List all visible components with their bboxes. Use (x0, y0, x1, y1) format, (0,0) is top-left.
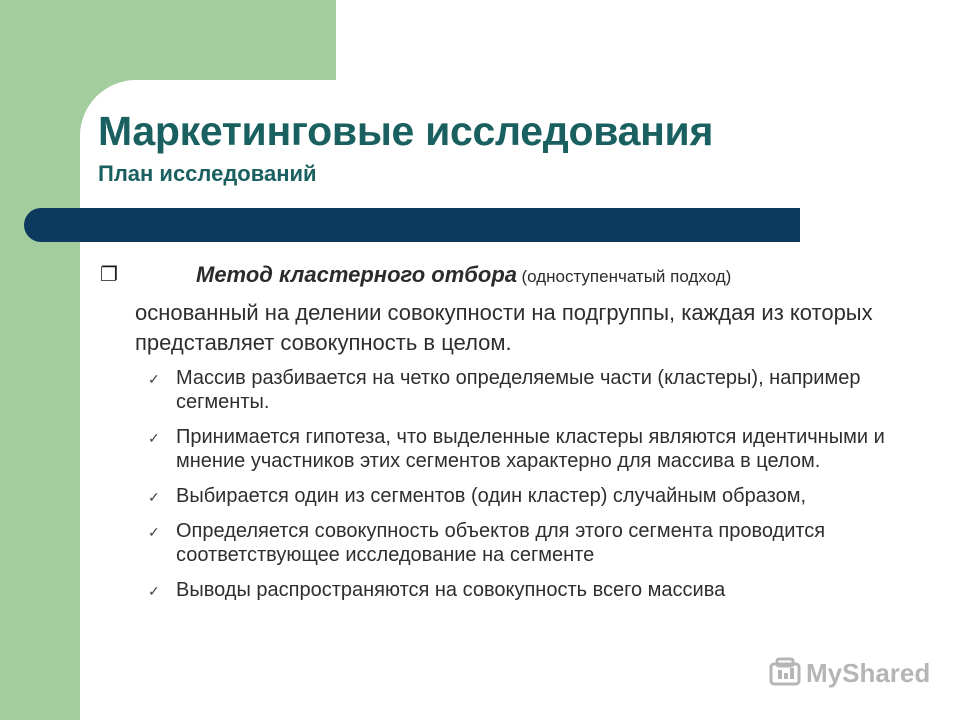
method-heading (196, 262, 731, 288)
method-note: (одноступенчатый подход) (521, 267, 732, 286)
checkmark-icon: ✓ (148, 430, 160, 446)
checkbox-bullet-icon: ❐ (100, 264, 118, 286)
checkmark-icon: ✓ (148, 583, 160, 599)
method-name: Метод кластерного отбора (196, 262, 517, 287)
list-item (148, 366, 908, 414)
slide-subtitle: План исследований (98, 161, 317, 186)
list-item (148, 425, 908, 473)
point-text: Выводы распространяются на совокупность всего массива (176, 579, 726, 601)
myshared-logo-icon (768, 656, 802, 690)
method-definition: основанный на делении совокупности на подгруппы, каждая из которых представляет совокупность в целом. (135, 300, 873, 355)
points-list (148, 366, 908, 613)
point-text: Принимается гипотеза, что выделенные кластеры являются идентичными и мнение участников этих сегментов характерно для массива в целом. (176, 426, 885, 472)
checkmark-icon: ✓ (148, 371, 160, 387)
list-item (148, 519, 908, 567)
watermark-text: MyShared (806, 657, 931, 688)
list-item (148, 484, 908, 508)
list-item (148, 578, 908, 602)
point-text: Определяется совокупность объектов для этого сегмента проводится соответствующее исследование на сегменте (176, 520, 826, 566)
slide-title: Маркетинговые исследования (98, 108, 714, 154)
point-text: Массив разбивается на четко определяемые части (кластеры), например сегменты. (176, 367, 861, 413)
myshared-watermark (768, 656, 930, 690)
checkmark-icon: ✓ (148, 524, 160, 540)
title-divider-bar (24, 208, 800, 242)
checkmark-icon: ✓ (148, 489, 160, 505)
point-text: Выбирается один из сегментов (один кластер) случайным образом, (176, 485, 807, 507)
